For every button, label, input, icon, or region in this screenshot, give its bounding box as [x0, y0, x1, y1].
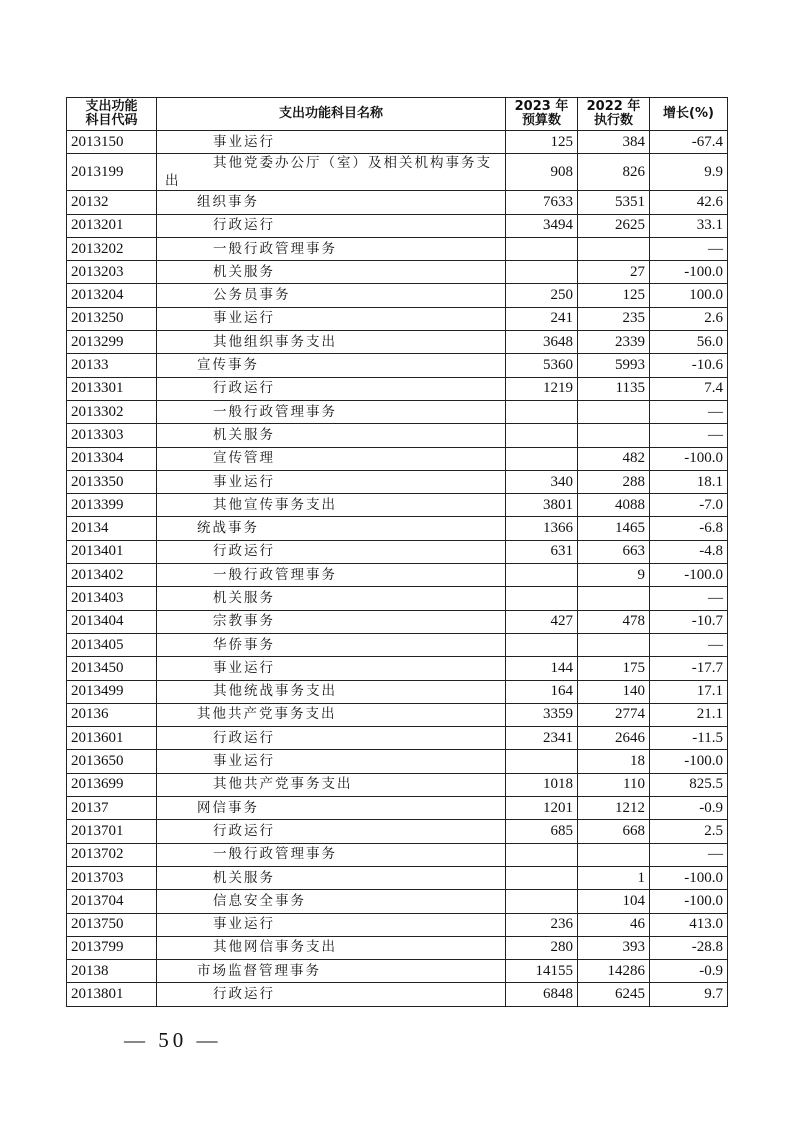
table-row	[67, 564, 728, 587]
code-cell: 20137	[67, 797, 157, 820]
actual-cell: 27	[578, 261, 650, 284]
actual-cell	[578, 400, 650, 423]
name-cell: 行政运行	[157, 377, 506, 400]
growth-cell: -100.0	[650, 447, 728, 470]
table-row	[67, 424, 728, 447]
name-cell: 一般行政管理事务	[157, 237, 506, 260]
actual-cell: 110	[578, 773, 650, 796]
code-cell: 2013650	[67, 750, 157, 773]
table-row	[67, 307, 728, 330]
code-cell: 2013199	[67, 154, 157, 191]
table-row	[67, 261, 728, 284]
code-cell: 2013702	[67, 843, 157, 866]
name-cell: 宣传管理	[157, 447, 506, 470]
table-row	[67, 680, 728, 703]
actual-cell: 4088	[578, 494, 650, 517]
budget-cell: 250	[506, 284, 578, 307]
table-row	[67, 610, 728, 633]
actual-cell: 478	[578, 610, 650, 633]
growth-cell: 2.6	[650, 307, 728, 330]
budget-cell: 236	[506, 913, 578, 936]
growth-cell: 56.0	[650, 331, 728, 354]
actual-cell: 175	[578, 657, 650, 680]
actual-cell: 14286	[578, 960, 650, 983]
code-cell: 2013405	[67, 633, 157, 656]
table-row	[67, 237, 728, 260]
budget-cell: 280	[506, 936, 578, 959]
table-row	[67, 191, 728, 214]
name-cell: 其他网信事务支出	[157, 936, 506, 959]
growth-cell: —	[650, 843, 728, 866]
actual-cell: 826	[578, 154, 650, 191]
growth-cell: -4.8	[650, 540, 728, 563]
actual-cell: 5351	[578, 191, 650, 214]
table-row	[67, 843, 728, 866]
name-cell: 事业运行	[157, 470, 506, 493]
growth-cell: -7.0	[650, 494, 728, 517]
budget-cell: 340	[506, 470, 578, 493]
code-cell: 20138	[67, 960, 157, 983]
budget-cell: 125	[506, 131, 578, 154]
growth-cell: -6.8	[650, 517, 728, 540]
table-row	[67, 866, 728, 889]
name-cell: 其他宣传事务支出	[157, 494, 506, 517]
actual-cell: 2339	[578, 331, 650, 354]
code-cell: 2013204	[67, 284, 157, 307]
name-cell: 机关服务	[157, 587, 506, 610]
code-cell: 20132	[67, 191, 157, 214]
growth-cell: -28.8	[650, 936, 728, 959]
growth-cell: -17.7	[650, 657, 728, 680]
budget-cell: 685	[506, 820, 578, 843]
actual-cell	[578, 587, 650, 610]
code-cell: 2013299	[67, 331, 157, 354]
name-text: 其他党委办公厅（室）及相关机构事务支出	[165, 155, 492, 190]
code-cell: 2013703	[67, 866, 157, 889]
growth-cell: —	[650, 633, 728, 656]
growth-cell: -100.0	[650, 261, 728, 284]
actual-cell: 288	[578, 470, 650, 493]
header-name: 支出功能科目名称	[157, 98, 506, 131]
actual-cell: 1	[578, 866, 650, 889]
growth-cell: -100.0	[650, 564, 728, 587]
table-row	[67, 890, 728, 913]
budget-cell: 1201	[506, 797, 578, 820]
page-number: — 50 —	[124, 1028, 222, 1052]
table-row	[67, 936, 728, 959]
name-cell: 一般行政管理事务	[157, 400, 506, 423]
actual-cell: 482	[578, 447, 650, 470]
budget-cell: 5360	[506, 354, 578, 377]
name-cell: 机关服务	[157, 261, 506, 284]
actual-cell: 104	[578, 890, 650, 913]
budget-cell	[506, 866, 578, 889]
code-cell: 2013450	[67, 657, 157, 680]
budget-cell: 1219	[506, 377, 578, 400]
name-cell	[157, 154, 506, 191]
budget-cell	[506, 400, 578, 423]
header-budget: 2023 年 预算数	[506, 98, 578, 131]
table-row	[67, 331, 728, 354]
name-cell: 行政运行	[157, 983, 506, 1006]
table-row	[67, 154, 728, 191]
budget-cell: 3494	[506, 214, 578, 237]
code-cell: 2013304	[67, 447, 157, 470]
actual-cell: 18	[578, 750, 650, 773]
budget-cell	[506, 587, 578, 610]
header-actual: 2022 年 执行数	[578, 98, 650, 131]
growth-cell: —	[650, 424, 728, 447]
code-cell: 2013704	[67, 890, 157, 913]
actual-cell: 668	[578, 820, 650, 843]
budget-cell: 6848	[506, 983, 578, 1006]
growth-cell: 18.1	[650, 470, 728, 493]
code-cell: 20133	[67, 354, 157, 377]
growth-cell: 100.0	[650, 284, 728, 307]
growth-cell: 9.7	[650, 983, 728, 1006]
growth-cell: 21.1	[650, 703, 728, 726]
budget-cell: 631	[506, 540, 578, 563]
name-cell: 事业运行	[157, 750, 506, 773]
name-cell: 行政运行	[157, 727, 506, 750]
name-cell: 机关服务	[157, 424, 506, 447]
name-cell: 行政运行	[157, 214, 506, 237]
name-cell: 其他共产党事务支出	[157, 773, 506, 796]
growth-cell: -100.0	[650, 866, 728, 889]
table-row	[67, 540, 728, 563]
growth-cell: -10.7	[650, 610, 728, 633]
growth-cell: -10.6	[650, 354, 728, 377]
actual-cell: 5993	[578, 354, 650, 377]
code-cell: 2013601	[67, 727, 157, 750]
table-row	[67, 633, 728, 656]
actual-cell	[578, 424, 650, 447]
code-cell: 2013150	[67, 131, 157, 154]
table-row	[67, 657, 728, 680]
growth-cell: —	[650, 400, 728, 423]
code-cell: 2013250	[67, 307, 157, 330]
budget-cell: 1018	[506, 773, 578, 796]
growth-cell: -100.0	[650, 750, 728, 773]
growth-cell: 17.1	[650, 680, 728, 703]
growth-cell: -100.0	[650, 890, 728, 913]
budget-cell: 908	[506, 154, 578, 191]
actual-cell: 46	[578, 913, 650, 936]
growth-cell: 413.0	[650, 913, 728, 936]
name-cell: 宣传事务	[157, 354, 506, 377]
actual-cell	[578, 237, 650, 260]
code-cell: 2013403	[67, 587, 157, 610]
code-cell: 2013699	[67, 773, 157, 796]
growth-cell: 42.6	[650, 191, 728, 214]
name-cell: 事业运行	[157, 913, 506, 936]
code-cell: 20134	[67, 517, 157, 540]
actual-cell: 1135	[578, 377, 650, 400]
table-row	[67, 587, 728, 610]
name-cell: 网信事务	[157, 797, 506, 820]
actual-cell: 6245	[578, 983, 650, 1006]
table-row	[67, 913, 728, 936]
table-row	[67, 773, 728, 796]
growth-cell: 9.9	[650, 154, 728, 191]
growth-cell: 33.1	[650, 214, 728, 237]
budget-cell: 1366	[506, 517, 578, 540]
budget-cell: 14155	[506, 960, 578, 983]
growth-cell: 7.4	[650, 377, 728, 400]
budget-cell: 144	[506, 657, 578, 680]
code-cell: 2013201	[67, 214, 157, 237]
actual-cell: 125	[578, 284, 650, 307]
budget-cell	[506, 261, 578, 284]
budget-cell: 427	[506, 610, 578, 633]
name-cell: 其他共产党事务支出	[157, 703, 506, 726]
table-row	[67, 400, 728, 423]
budget-cell	[506, 633, 578, 656]
growth-cell: -0.9	[650, 797, 728, 820]
table-row	[67, 703, 728, 726]
table-row	[67, 214, 728, 237]
code-cell: 2013301	[67, 377, 157, 400]
name-cell: 一般行政管理事务	[157, 843, 506, 866]
name-cell: 公务员事务	[157, 284, 506, 307]
name-cell: 事业运行	[157, 657, 506, 680]
name-cell: 机关服务	[157, 866, 506, 889]
table-row	[67, 354, 728, 377]
growth-cell: -67.4	[650, 131, 728, 154]
code-cell: 2013350	[67, 470, 157, 493]
actual-cell: 1212	[578, 797, 650, 820]
budget-table	[66, 97, 728, 1007]
table-row	[67, 727, 728, 750]
table-header-row	[67, 98, 728, 131]
budget-cell	[506, 564, 578, 587]
budget-cell: 3648	[506, 331, 578, 354]
growth-cell: —	[650, 587, 728, 610]
actual-cell: 384	[578, 131, 650, 154]
name-cell: 一般行政管理事务	[157, 564, 506, 587]
name-cell: 组织事务	[157, 191, 506, 214]
name-cell: 事业运行	[157, 131, 506, 154]
growth-cell: -0.9	[650, 960, 728, 983]
code-cell: 2013701	[67, 820, 157, 843]
growth-cell: 2.5	[650, 820, 728, 843]
code-cell: 2013203	[67, 261, 157, 284]
code-cell: 2013404	[67, 610, 157, 633]
name-cell: 宗教事务	[157, 610, 506, 633]
table-row	[67, 494, 728, 517]
budget-cell: 3801	[506, 494, 578, 517]
actual-cell: 1465	[578, 517, 650, 540]
name-cell: 统战事务	[157, 517, 506, 540]
budget-cell: 3359	[506, 703, 578, 726]
table-row	[67, 750, 728, 773]
name-cell: 行政运行	[157, 540, 506, 563]
actual-cell: 2646	[578, 727, 650, 750]
table-row	[67, 470, 728, 493]
growth-cell: —	[650, 237, 728, 260]
budget-cell	[506, 890, 578, 913]
budget-cell: 7633	[506, 191, 578, 214]
table-row	[67, 517, 728, 540]
name-cell: 其他统战事务支出	[157, 680, 506, 703]
name-cell: 行政运行	[157, 820, 506, 843]
actual-cell: 663	[578, 540, 650, 563]
budget-cell	[506, 843, 578, 866]
growth-cell: -11.5	[650, 727, 728, 750]
table-row	[67, 820, 728, 843]
budget-cell	[506, 237, 578, 260]
actual-cell	[578, 633, 650, 656]
code-cell: 2013801	[67, 983, 157, 1006]
code-cell: 2013202	[67, 237, 157, 260]
actual-cell: 140	[578, 680, 650, 703]
code-cell: 2013302	[67, 400, 157, 423]
actual-cell: 2774	[578, 703, 650, 726]
name-cell: 信息安全事务	[157, 890, 506, 913]
actual-cell: 393	[578, 936, 650, 959]
actual-cell: 9	[578, 564, 650, 587]
budget-cell	[506, 424, 578, 447]
table-row	[67, 131, 728, 154]
code-cell: 2013399	[67, 494, 157, 517]
name-cell: 其他组织事务支出	[157, 331, 506, 354]
header-growth: 增长(%)	[650, 98, 728, 131]
table-row	[67, 447, 728, 470]
table-row	[67, 797, 728, 820]
budget-cell: 241	[506, 307, 578, 330]
budget-cell	[506, 750, 578, 773]
budget-cell: 2341	[506, 727, 578, 750]
actual-cell	[578, 843, 650, 866]
name-cell: 市场监督管理事务	[157, 960, 506, 983]
code-cell: 2013303	[67, 424, 157, 447]
code-cell: 2013750	[67, 913, 157, 936]
name-cell: 事业运行	[157, 307, 506, 330]
code-cell: 2013402	[67, 564, 157, 587]
actual-cell: 2625	[578, 214, 650, 237]
table-row	[67, 960, 728, 983]
code-cell: 20136	[67, 703, 157, 726]
budget-cell	[506, 447, 578, 470]
actual-cell: 235	[578, 307, 650, 330]
table-row	[67, 284, 728, 307]
code-cell: 2013499	[67, 680, 157, 703]
table-row	[67, 983, 728, 1006]
table-body	[67, 131, 728, 1007]
code-cell: 2013799	[67, 936, 157, 959]
code-cell: 2013401	[67, 540, 157, 563]
growth-cell: 825.5	[650, 773, 728, 796]
header-code: 支出功能 科目代码	[67, 98, 157, 131]
budget-cell: 164	[506, 680, 578, 703]
table-row	[67, 377, 728, 400]
name-cell: 华侨事务	[157, 633, 506, 656]
